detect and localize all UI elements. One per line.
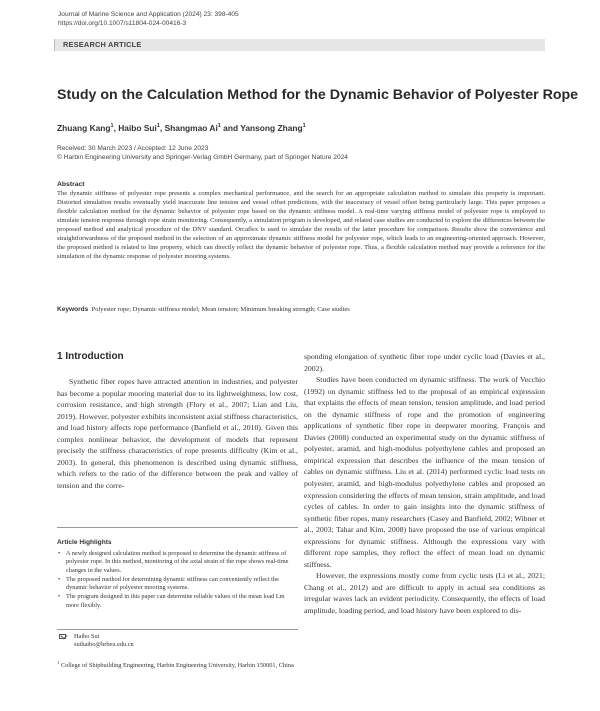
- author-affiliation-mark: 1: [156, 123, 160, 130]
- body-paragraph: However, the expressions mostly come from cyclic tests (Li et al., 2021; Chang et al., 2012) and are difficult to apply in actual sea conditions as irregular waves lack an evident periodicity. Consequently, the effects of load amplitude, loading period, and load history have been explored to dis-: [304, 571, 545, 616]
- corresponding-author-email[interactable]: suihaibo@hrbeu.edu.cn: [74, 641, 134, 649]
- body-paragraph: Studies have been conducted on dynamic stiffness. The work of Vecchio (1992) on dynamic stiffness led to the proposal of an empirical expression that explains the effects of mean tension, tension amplitude, and load period on the dynamic stiffness of rope and the promotion of engineering applications of synthetic fiber rope in deepwater mooring. François and Davies (2008) conducted an experimental study on the dynamic stiffness of polyester, aramid, and high-modulus polyethylene cables and proposed an empirical expression that describes the influence of the mean tension of cables on dynamic stiffness. Liu et al. (2014) performed cyclic load tests on polyester, aramid, and high-modulus polyethylene cables and proposed an expression considering the effects of mean tension, strain amplitude, and load cycles of cables. In order to gain insights into the dynamic stiffness of synthetic fiber ropes, many researchers (Casey and Banfield, 2002; Wibner et al., 2003; Tahar and Kim, 2008) have proposed the use of various empirical expressions for dynamic stiffness. Although the expressions vary with different rope samples, they reflect the effect of mean load on dynamic stiffness.: [304, 375, 545, 569]
- corresponding-author: [62, 633, 134, 650]
- author-list: [57, 123, 306, 133]
- mail-icon: [59, 634, 66, 639]
- article-type-band: [54, 39, 545, 51]
- author-affiliation-mark: 1: [110, 123, 114, 130]
- keywords-label: Keywords: [57, 306, 89, 313]
- author-name[interactable]: Zhuang Kang: [57, 123, 111, 133]
- affiliation-text: College of Shipbuilding Engineering, Harbin Engineering University, Harbin 150001, China: [60, 662, 294, 670]
- author-affiliation-mark: 1: [217, 123, 221, 130]
- author-affiliation-mark: 1: [302, 123, 306, 130]
- abstract-heading: Abstract: [57, 181, 85, 188]
- highlights-heading: Article Highlights: [57, 539, 112, 546]
- highlight-item: [57, 593, 298, 610]
- keywords-list: Polyester rope; Dynamic stiffness model; Mean tension; Minimum breaking strength; Case studies: [91, 306, 350, 313]
- highlight-item: [57, 576, 298, 593]
- author-name[interactable]: Yansong Zhang: [240, 123, 303, 133]
- body-paragraph: Synthetic fiber ropes have attracted attention in industries, and polyester has become a popular mooring material due to its lightweightness, low cost, corrosion resistance, and high strength (Flory et al., 2007; Lian and Liu, 2019). However, polyester exhibits inconsistent axial stiffness characteristics, and load history affects rope performance (Banfield et al., 2010). Given this complex nonlinear behavior, the development of models that represent precisely the stiffness characteristics of rope presents difficulty (Kim et al., 2003). In general, this phenomenon is described using dynamic stiffness, which refers to the ratio of the difference between the peak and valley of tension and the corre-: [57, 377, 298, 490]
- received-accepted-dates: Received: 30 March 2023 / Accepted: 12 June 2023: [57, 145, 209, 152]
- highlights-divider: [57, 527, 298, 528]
- section-heading-introduction: 1 Introduction: [57, 351, 124, 362]
- footnote-divider: [57, 629, 298, 630]
- keywords: [57, 306, 545, 313]
- column-left: [57, 376, 298, 491]
- author-separator: ,: [113, 123, 119, 133]
- bullet-icon: •: [58, 575, 61, 583]
- paper-title: Study on the Calculation Method for the Dynamic Behavior of Polyester Rope: [57, 87, 579, 103]
- doi-link[interactable]: https://doi.org/10.1007/s11804-024-00416-3: [58, 20, 187, 27]
- column-right: [304, 351, 545, 617]
- article-type-label: RESEARCH ARTICLE: [63, 40, 142, 49]
- journal-header: [58, 10, 239, 28]
- author-separator: and: [220, 123, 241, 133]
- body-paragraph: sponding elongation of synthetic fiber rope under cyclic load (Davies et al., 2002).: [304, 352, 545, 373]
- corresponding-author-name: Haibo Sui: [74, 633, 100, 640]
- highlight-text: The proposed method for determining dynamic stiffness can conveniently reflect the dynamic behavior of polyester mooring systems.: [66, 575, 279, 592]
- affiliation-number: 1: [57, 660, 60, 665]
- highlights-list: [57, 550, 298, 611]
- affiliation: [57, 659, 298, 670]
- bullet-icon: •: [58, 550, 61, 557]
- author-name[interactable]: Shangmao Ai: [164, 123, 218, 133]
- highlight-text: A newly designed calculation method is proposed to determine the dynamic stiffness of polyester rope. In this method, monitoring of the axial strain of the rope shows real-time changes in the values.: [66, 550, 289, 574]
- journal-citation: Journal of Marine Science and Application (2024) 23: 398-405: [58, 11, 239, 18]
- bullet-icon: •: [58, 593, 61, 601]
- author-name[interactable]: Haibo Sui: [118, 123, 157, 133]
- abstract-text: The dynamic stiffness of polyester rope presents a complex mechanical performance, and the search for an appropriate calculation method to simulate this property is important. Distorted simulation results eventually yield inaccurate line tension and vessel offset predictions, with the inaccuracy of vessel offset being particularly large. This paper proposes a flexible calculation method for the dynamic behavior of polyester rope based on the dynamic stiffness model. A real-time varying stiffness model of polyester rope is employed to simulate tension response through rope strain monitoring. Consequently, a simulation program is developed, and related case studies are conducted to explore the differences between the proposed method and analytical procedure of the DNV standard. Orcaflex is used to simulate the results of the latter procedure for comparison. Results show the convenience and straightforwardness of the proposed method in the selection of an approximate dynamic stiffness model for polyester rope, which leads to an engineering-oriented approach. However, the proposed method is related to line property, which can directly reflect the dynamic behavior of polyester rope. Thus, a flexible calculation method may provide a reference for the simulation of the dynamic response of polyester mooring systems.: [57, 190, 545, 260]
- publication-dates: [57, 145, 537, 162]
- author-separator: ,: [159, 123, 165, 133]
- highlight-item: [57, 550, 298, 575]
- copyright-notice: © Harbin Engineering University and Springer-Verlag GmbH Germany, part of Springer Nature 2024: [57, 153, 348, 161]
- highlight-text: The program designed in this paper can determine reliable values of the mean load Lm more flexibly.: [66, 593, 285, 609]
